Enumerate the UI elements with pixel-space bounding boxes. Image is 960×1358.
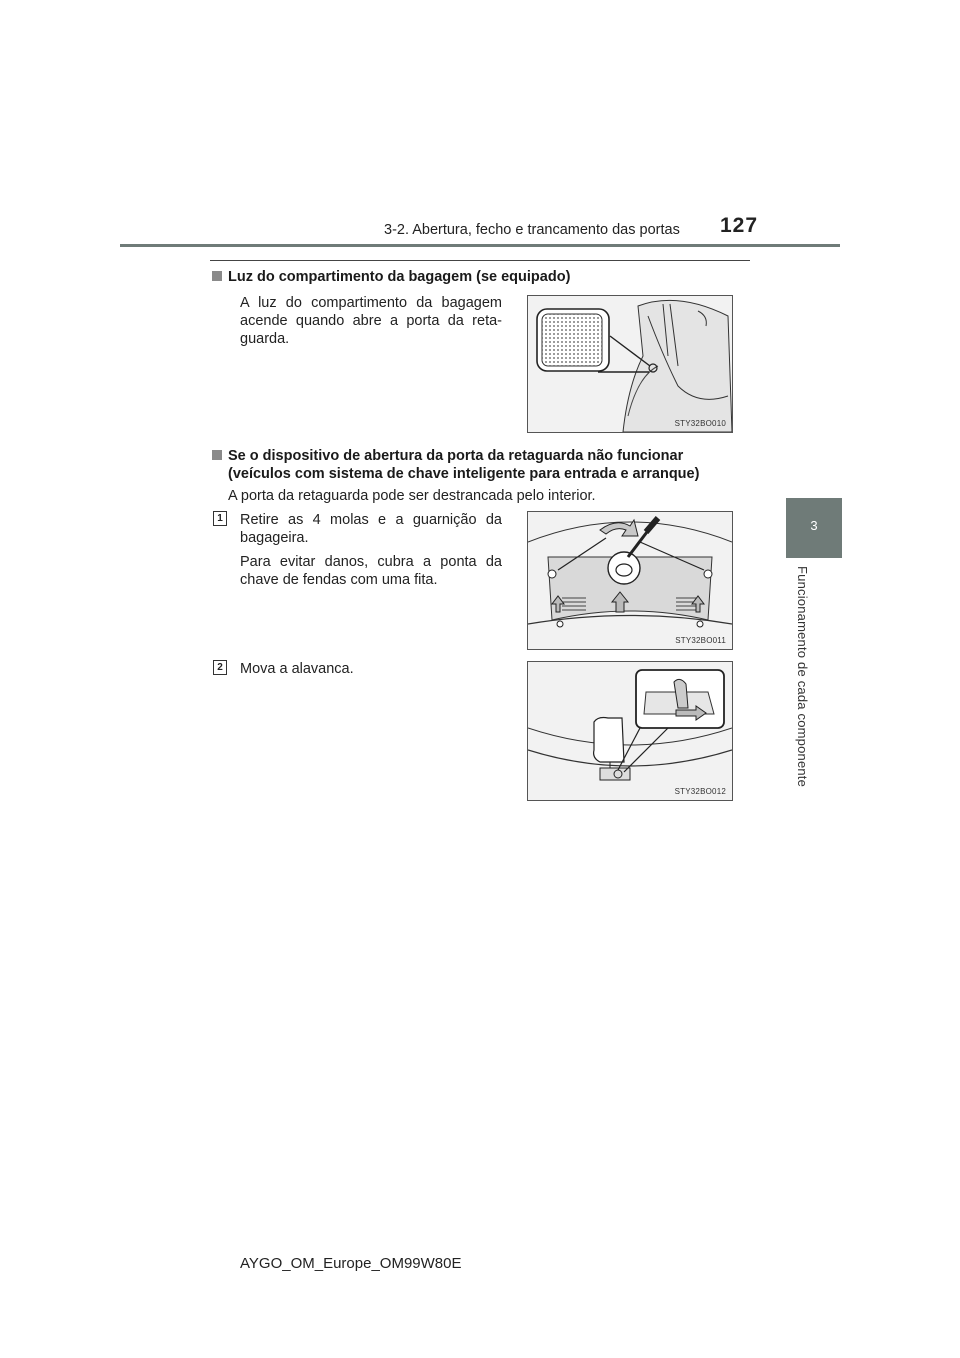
- step-number-1: 1: [213, 511, 227, 526]
- document-code: AYGO_OM_Europe_OM99W80E: [240, 1255, 462, 1272]
- section-heading-line1: Se o dispositivo de abertura da porta da retaguarda não funcionar: [228, 448, 684, 464]
- figure-code: STY32BO012: [674, 787, 726, 796]
- header-rule: [120, 244, 840, 247]
- section-rule: [210, 260, 750, 261]
- square-bullet-icon: [212, 450, 222, 460]
- section-heading-text: Luz do compartimento da bagagem (se equipado): [228, 269, 571, 285]
- section-heading-line2: (veículos com sistema de chave inteligente para entrada e arranque): [228, 466, 700, 482]
- section-heading-luggage-light: [212, 268, 570, 286]
- chapter-number: 3: [810, 518, 818, 533]
- remove-trim-illustration: [528, 512, 732, 649]
- figure-code: STY32BO010: [674, 419, 726, 428]
- figure-luggage-light: [527, 295, 733, 433]
- section-intro: A porta da retaguarda pode ser destrancada pelo interior.: [228, 488, 596, 504]
- step-text-1: Retire as 4 molas e a guarnição da bagageira.: [240, 512, 502, 546]
- luggage-light-illustration: [528, 296, 732, 432]
- step-text-2: Mova a alavanca.: [240, 661, 354, 677]
- square-bullet-icon: [212, 271, 222, 281]
- header-section-title: 3-2. Abertura, fecho e trancamento das portas: [384, 222, 680, 238]
- figure-code: STY32BO011: [675, 636, 726, 645]
- figure-remove-trim: [527, 511, 733, 650]
- section-heading-tailgate-failure: [212, 447, 752, 483]
- figure-move-lever: [527, 661, 733, 801]
- chapter-title: Funcionamento de cada componente: [795, 566, 810, 788]
- page-number: 127: [720, 214, 759, 237]
- step-note-1: Para evitar danos, cubra a ponta da chave de fendas com uma fita.: [240, 554, 502, 588]
- step-number-2: 2: [213, 660, 227, 675]
- section-text-luggage-light: A luz do compartimento da bagagem acende quando abre a porta da reta-guarda.: [240, 295, 502, 347]
- move-lever-illustration: [528, 662, 732, 800]
